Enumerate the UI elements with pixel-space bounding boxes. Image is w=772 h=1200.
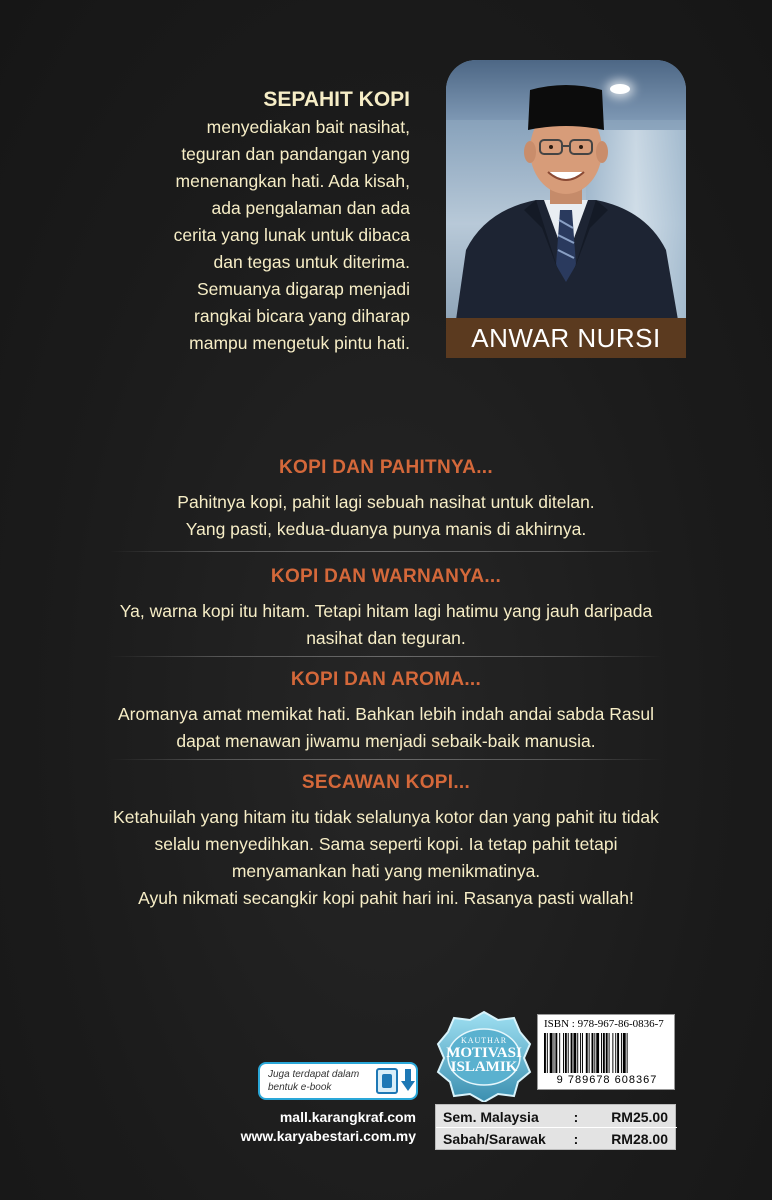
section-divider — [110, 551, 662, 552]
barcode-bar — [594, 1033, 595, 1073]
price-row — [436, 1128, 677, 1150]
barcode-bar — [621, 1033, 622, 1073]
section-line: Ya, warna kopi itu hitam. Tetapi hitam lagi hatimu yang jauh daripada — [119, 601, 653, 621]
author-name-bar — [446, 318, 686, 358]
price-colon: : — [573, 1131, 579, 1147]
barcode — [544, 1033, 670, 1073]
price-value: RM25.00 — [611, 1108, 668, 1125]
price-row — [436, 1106, 677, 1128]
isbn-barcode-box — [537, 1014, 675, 1090]
barcode-bar — [601, 1033, 602, 1073]
section-line: Pahitnya kopi, pahit lagi sebuah nasihat untuk ditelan. — [177, 492, 595, 512]
barcode-bar — [580, 1033, 581, 1073]
barcode-bar — [577, 1033, 578, 1073]
section-line: Ayuh nikmati secangkir kopi pahit hari ini. Rasanya pasti wallah! — [138, 888, 634, 908]
price-region: Sem. Malaysia — [443, 1108, 539, 1125]
barcode-bar — [563, 1033, 564, 1073]
section-line: nasihat dan teguran. — [306, 628, 466, 648]
barcode-bar — [596, 1033, 599, 1073]
barcode-bar — [586, 1033, 588, 1073]
price-value: RM28.00 — [611, 1131, 668, 1147]
author-portrait — [446, 60, 686, 320]
intro-line: teguran dan pandangan yang — [181, 144, 410, 164]
barcode-bar — [609, 1033, 610, 1073]
section-line: dapat menawan jiwamu menjadi sebaik-baik manusia. — [176, 731, 596, 751]
barcode-bar — [627, 1033, 628, 1073]
section-heading: SECAWAN KOPI... — [301, 772, 471, 793]
section-kopi-aroma — [60, 669, 712, 755]
section-kopi-warnanya — [60, 566, 712, 652]
section-divider — [110, 759, 662, 760]
website-link[interactable]: www.karyabestari.com.my — [240, 1128, 416, 1144]
barcode-bar — [555, 1033, 557, 1073]
ebook-badge — [258, 1062, 418, 1100]
section-line: Yang pasti, kedua-duanya punya manis di akhirnya. — [185, 519, 587, 539]
section-divider — [110, 656, 662, 657]
isbn-digits: 9 789678 608367 — [556, 1074, 658, 1086]
section-line: selalu menyedihkan. Sama seperti kopi. Ia tetap pahit tetapi — [154, 834, 618, 854]
barcode-bar — [606, 1033, 608, 1073]
barcode-bar — [617, 1033, 619, 1073]
barcode-bar — [603, 1033, 605, 1073]
barcode-bar — [568, 1033, 569, 1073]
intro-line: Semuanya digarap menjadi — [196, 279, 410, 299]
download-arrow-icon — [401, 1069, 415, 1093]
badge-top-text: KAUTHAR — [460, 1036, 508, 1045]
barcode-bar — [554, 1033, 555, 1073]
barcode-bar — [559, 1033, 560, 1073]
barcode-bar — [589, 1033, 590, 1073]
ebook-line: bentuk e-book — [268, 1082, 332, 1093]
intro-block — [110, 88, 410, 357]
price-table — [435, 1104, 676, 1150]
price-region: Sabah/Sarawak — [443, 1131, 546, 1147]
author-photo-card — [446, 60, 686, 358]
barcode-bar — [571, 1033, 573, 1073]
intro-title: SEPAHIT KOPI — [263, 88, 410, 111]
isbn-label: ISBN : 978-967-86-0836-7 — [544, 1018, 664, 1030]
intro-line: mampu mengetuk pintu hati. — [189, 333, 410, 353]
barcode-bar — [573, 1033, 576, 1073]
section-secawan-kopi — [60, 772, 712, 912]
intro-line: cerita yang lunak untuk dibaca — [173, 225, 410, 245]
intro-line: rangkai bicara yang diharap — [194, 306, 410, 326]
section-line: Aromanya amat memikat hati. Bahkan lebih indah andai sabda Rasul — [117, 704, 654, 724]
barcode-bar — [612, 1033, 613, 1073]
barcode-bar — [547, 1033, 548, 1073]
barcode-bar — [582, 1033, 583, 1073]
section-heading: KOPI DAN WARNANYA... — [270, 566, 502, 587]
barcode-bar — [565, 1033, 567, 1073]
ebook-reader-icon — [376, 1068, 398, 1094]
ebook-text — [268, 1068, 376, 1094]
barcode-bar — [615, 1033, 616, 1073]
intro-line: menenangkan hati. Ada kisah, — [175, 171, 410, 191]
section-line: Ketahuilah yang hitam itu tidak selalunya kotor dan yang pahit itu tidak — [113, 807, 659, 827]
intro-line: ada pengalaman dan ada — [211, 198, 410, 218]
badge-line: ISLAMIK — [450, 1059, 518, 1075]
barcode-bar — [544, 1033, 546, 1073]
badge-main-text — [436, 1046, 532, 1074]
barcode-bar — [623, 1033, 626, 1073]
section-heading: KOPI DAN AROMA... — [290, 669, 482, 690]
section-kopi-pahitnya — [60, 457, 712, 543]
barcode-bar — [550, 1033, 553, 1073]
author-name: ANWAR NURSI — [471, 322, 661, 353]
barcode-bar — [592, 1033, 594, 1073]
section-heading: KOPI DAN PAHITNYA... — [279, 457, 493, 478]
motivasi-islamik-badge — [436, 1010, 532, 1102]
intro-line: dan tegas untuk diterima. — [213, 252, 410, 272]
section-line: menyamankan hati yang menikmatinya. — [231, 861, 541, 881]
badge-line: MOTIVASI — [446, 1045, 522, 1061]
ebook-line: Juga terdapat dalam — [268, 1069, 360, 1080]
website-link[interactable]: mall.karangkraf.com — [279, 1109, 416, 1125]
price-colon: : — [573, 1108, 579, 1125]
intro-line: menyediakan bait nasihat, — [206, 117, 410, 137]
